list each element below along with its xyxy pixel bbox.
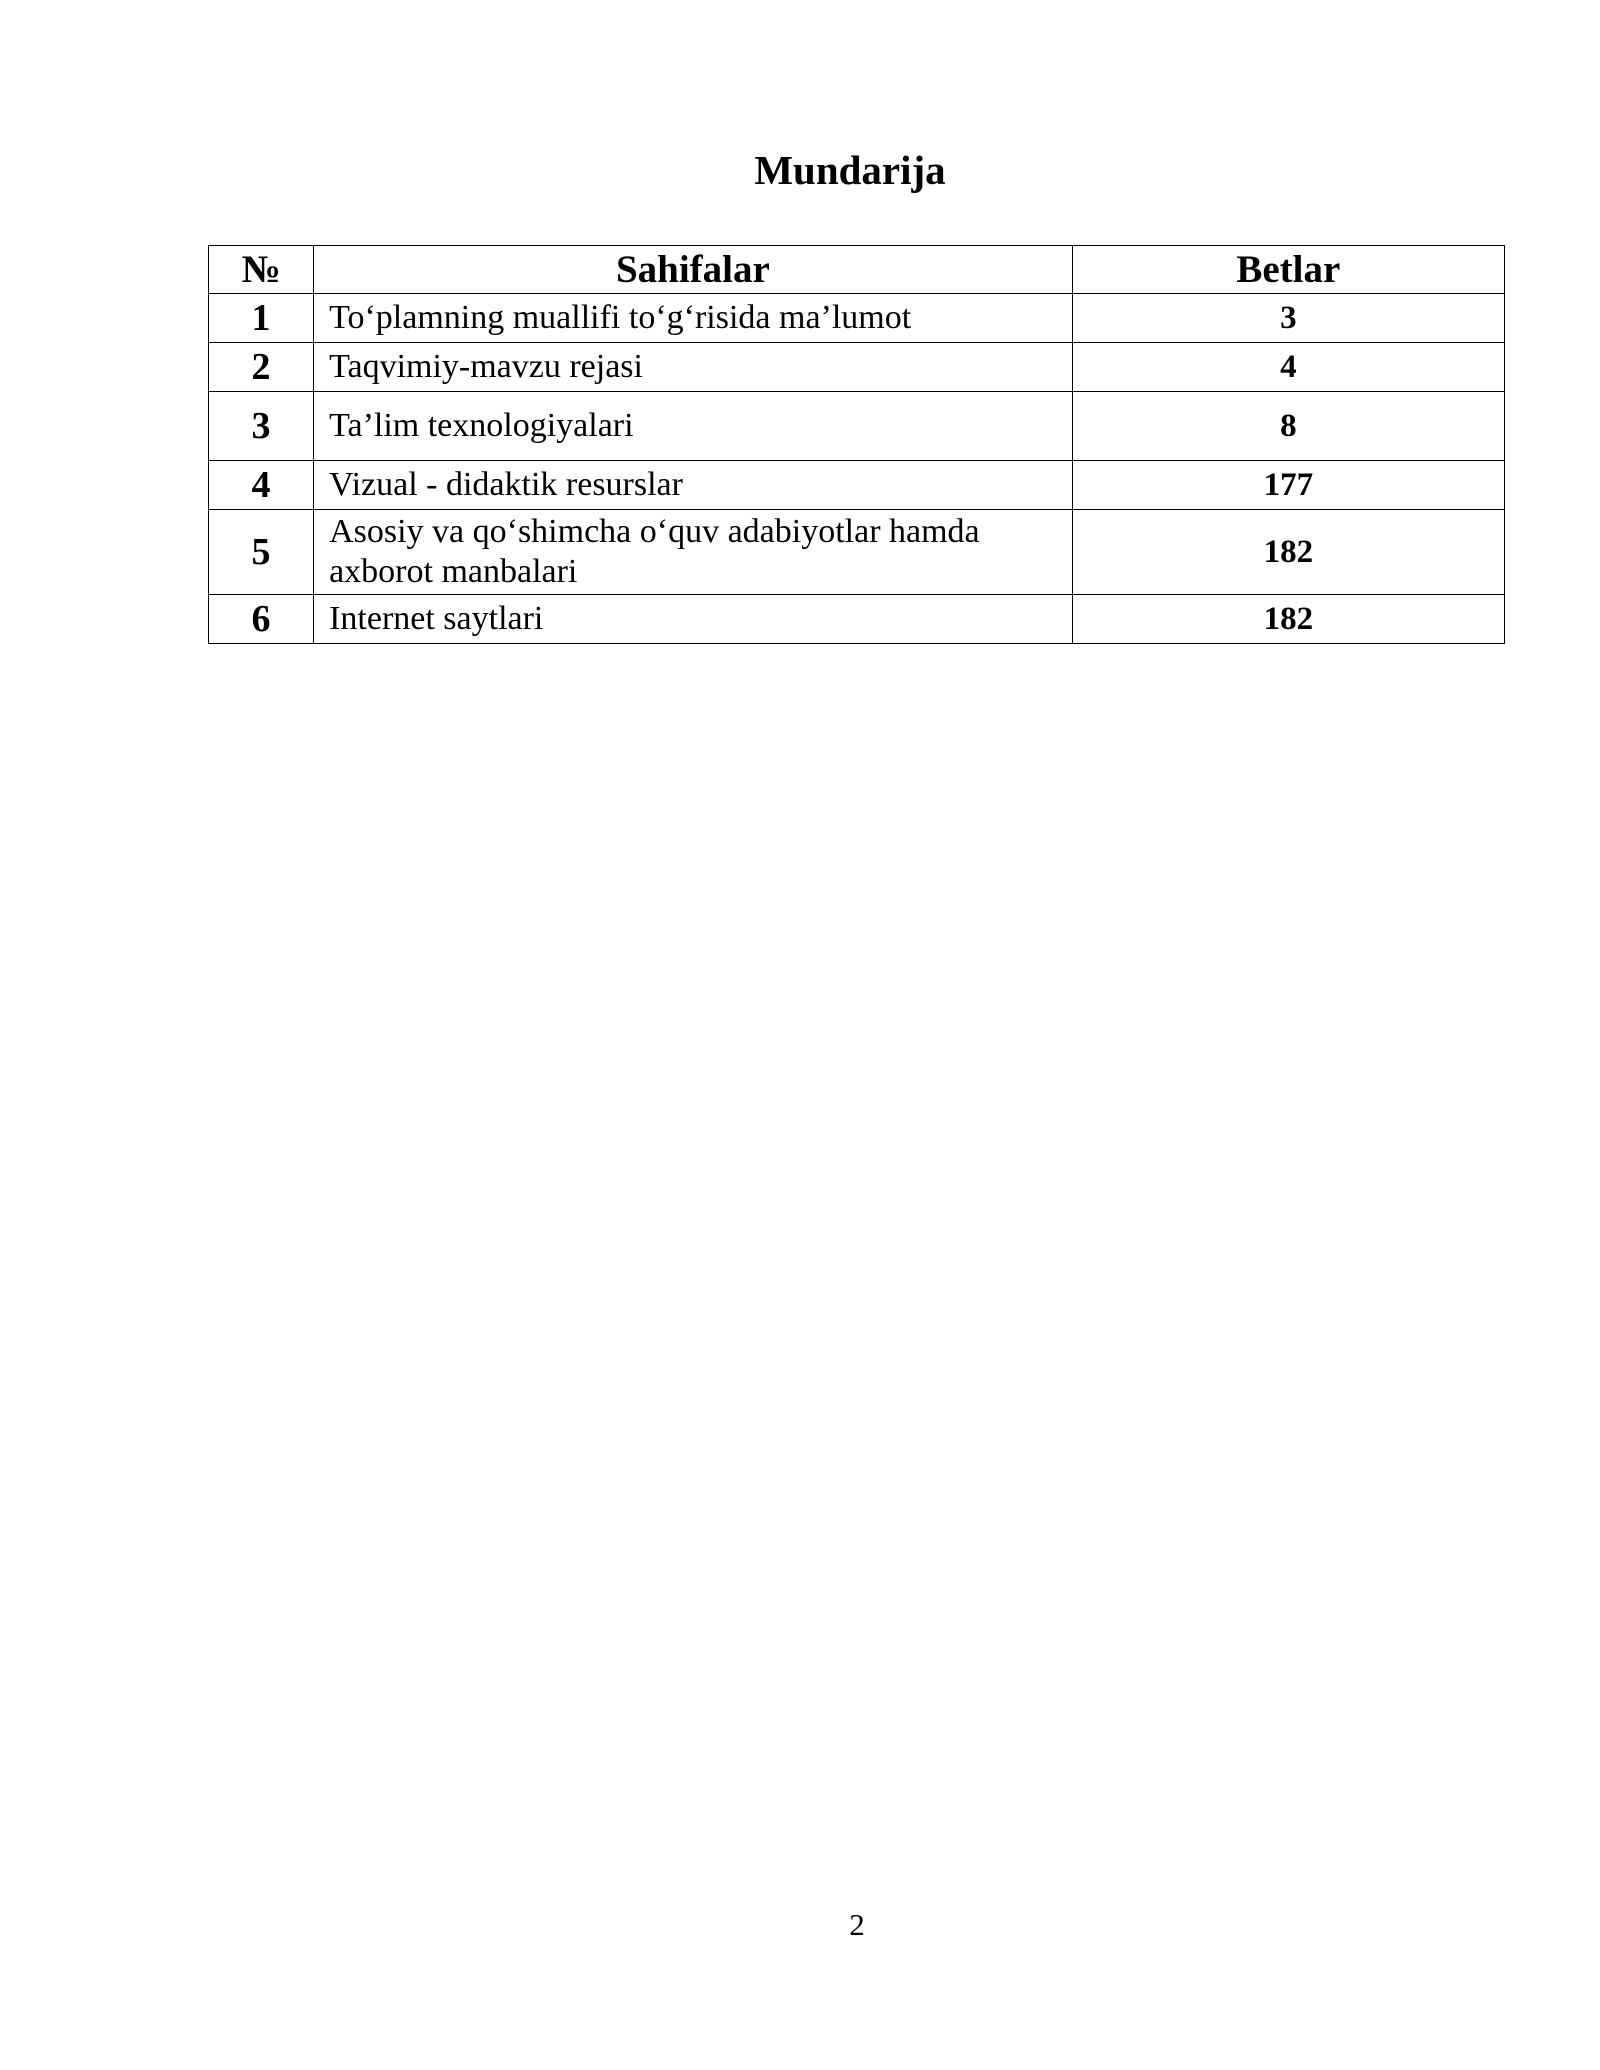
row-number: 1 <box>209 294 314 343</box>
header-page: Betlar <box>1072 246 1504 294</box>
table-row <box>209 294 1505 343</box>
table-of-contents <box>208 245 1505 644</box>
table-row <box>209 461 1505 510</box>
row-page: 8 <box>1072 392 1504 461</box>
row-title: To‘plamning muallifi to‘g‘risida ma’lumot <box>314 294 1073 343</box>
page-title: Mundarija <box>754 147 946 193</box>
row-title: Ta’lim texnologiyalari <box>314 392 1073 461</box>
row-title: Taqvimiy-mavzu rejasi <box>314 343 1073 392</box>
row-number: 3 <box>209 392 314 461</box>
row-title: Internet saytlari <box>314 595 1073 644</box>
row-number: 2 <box>209 343 314 392</box>
row-number: 5 <box>209 510 314 595</box>
row-page: 182 <box>1072 595 1504 644</box>
row-page: 182 <box>1072 510 1504 595</box>
table-row <box>209 595 1505 644</box>
header-number: № <box>209 246 314 294</box>
row-title: Vizual - didaktik resurslar <box>314 461 1073 510</box>
row-page: 4 <box>1072 343 1504 392</box>
row-title: Asosiy va qo‘shimcha o‘quv adabiyotlar hamda axborot manbalari <box>314 510 1073 595</box>
header-title: Sahifalar <box>314 246 1073 294</box>
row-number: 4 <box>209 461 314 510</box>
table-row <box>209 343 1505 392</box>
row-number: 6 <box>209 595 314 644</box>
table-header-row <box>209 246 1505 294</box>
table-row <box>209 510 1505 595</box>
row-page: 177 <box>1072 461 1504 510</box>
page-number: 2 <box>849 1907 865 1942</box>
row-page: 3 <box>1072 294 1504 343</box>
table-row <box>209 392 1505 461</box>
